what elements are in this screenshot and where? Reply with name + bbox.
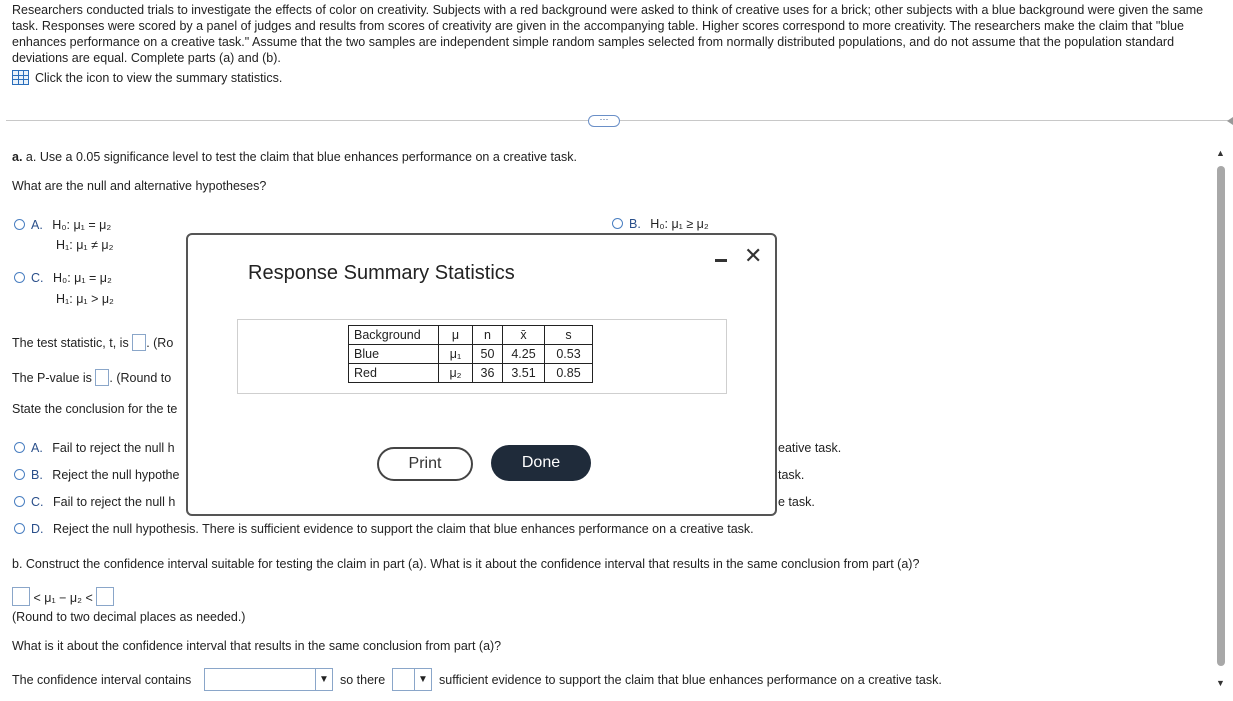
scroll-up-icon[interactable]: ▲ (1216, 148, 1225, 158)
table-cell: μ₁ (439, 345, 473, 364)
ci-sentence-mid: so there (340, 673, 386, 687)
scroll-left-icon[interactable] (1227, 117, 1233, 125)
problem-statement: Researchers conducted trials to investigate the effects of color on creativity. Subjects with a red background were asked to think of creative uses for a brick; other subjects with a blue background were given the same task. Responses were scored by a panel of judges and results from scores of creativity are given in the accompanying table. Higher scores correspond to more creativity. The researchers make the claim that "blue enhances performance on a creative task." Assume that the two samples are independent simple random samples selected from normally distributed populations, and do not assume that the population standard deviations are equal. Complete parts (a) and (b). (12, 3, 1204, 65)
hypotheses-question: What are the null and alternative hypotheses? (12, 179, 267, 193)
ci-sentence-end: sufficient evidence to support the claim that blue enhances performance on a creative task. (439, 673, 942, 687)
conclusion-prompt: State the conclusion for the te (12, 402, 178, 416)
test-statistic-input[interactable] (132, 334, 146, 351)
conclusion-c[interactable]: C. Fail to reject the null h (14, 495, 175, 509)
scroll-down-icon[interactable]: ▼ (1216, 678, 1225, 688)
pvalue-row: The P-value is . (Round to (12, 371, 172, 385)
summary-stats-link[interactable] (12, 70, 282, 85)
dialog-title: Response Summary Statistics (248, 262, 515, 284)
chevron-down-icon[interactable]: ▼ (315, 669, 332, 690)
summary-link-text[interactable]: Click the icon to view the summary statistics. (35, 70, 283, 85)
table-cell: 36 (473, 364, 503, 383)
header-cell: μ (439, 326, 473, 345)
stats-table (348, 325, 593, 383)
option-c-h1: H₁: μ₁ > μ₂ (56, 292, 114, 306)
part-a-prompt: a. a. Use a 0.05 significance level to test the claim that blue enhances performance on a creative task. (12, 150, 577, 164)
option-b-h0: H₀: μ₁ ≥ μ₂ (650, 217, 709, 231)
conclusion-a[interactable]: A. Fail to reject the null h (14, 441, 175, 455)
ci-contains-select[interactable] (204, 668, 333, 691)
option-a-h0: H₀: μ₁ = μ₂ (52, 218, 112, 232)
ci-question: What is it about the confidence interval that results in the same conclusion from part (a)? (12, 639, 502, 653)
scrollbar-thumb[interactable] (1217, 166, 1225, 666)
close-icon[interactable]: ✕ (744, 243, 763, 268)
radio-concl-b[interactable] (14, 469, 25, 480)
radio-a[interactable] (14, 219, 25, 230)
summary-stats-dialog (186, 233, 777, 516)
table-cell: 0.85 (545, 364, 593, 383)
pvalue-input[interactable] (95, 369, 109, 386)
conclusion-b[interactable]: B. Reject the null hypothe (14, 468, 179, 482)
option-a-h1: H₁: μ₁ ≠ μ₂ (56, 238, 114, 252)
done-button[interactable]: Done (491, 445, 591, 481)
print-button[interactable]: Print (377, 447, 473, 481)
round-note: (Round to two decimal places as needed.) (12, 610, 246, 624)
interval-row: < μ₁ − μ₂ < (12, 587, 114, 606)
option-a[interactable]: A. H₀: μ₁ = μ₂ (14, 218, 111, 232)
ci-sentence-start: The confidence interval contains (12, 673, 192, 687)
test-statistic-row: The test statistic, t, is . (Ro (12, 336, 174, 350)
option-b[interactable]: B. H₀: μ₁ ≥ μ₂ (612, 217, 709, 231)
header-cell: x̄ (503, 326, 545, 345)
conclusion-c-tail: e task. (778, 495, 815, 509)
lower-bound-input[interactable] (12, 587, 30, 606)
header-cell: s (545, 326, 593, 345)
radio-concl-a[interactable] (14, 442, 25, 453)
conclusion-d[interactable]: D. Reject the null hypothesis. There is sufficient evidence to support the claim that blue enhances performance on a creative task. (14, 522, 754, 536)
evidence-select[interactable] (392, 668, 432, 691)
conclusion-a-tail: eative task. (778, 441, 842, 455)
radio-c[interactable] (14, 272, 25, 283)
header-cell: n (473, 326, 503, 345)
table-cell: 4.25 (503, 345, 545, 364)
minimize-icon[interactable] (715, 259, 727, 262)
table-row (349, 345, 593, 364)
table-cell: μ₂ (439, 364, 473, 383)
radio-concl-d[interactable] (14, 523, 25, 534)
table-header-row (349, 326, 593, 345)
conclusion-b-tail: task. (778, 468, 805, 482)
table-icon[interactable] (12, 70, 29, 85)
expand-button[interactable]: ··· (588, 115, 620, 127)
table-row (349, 364, 593, 383)
radio-b[interactable] (612, 218, 623, 229)
option-c[interactable]: C. H₀: μ₁ = μ₂ (14, 271, 112, 285)
option-c-h0: H₀: μ₁ = μ₂ (52, 271, 112, 285)
table-cell: Red (349, 364, 439, 383)
table-cell: 50 (473, 345, 503, 364)
table-cell: 3.51 (503, 364, 545, 383)
upper-bound-input[interactable] (96, 587, 114, 606)
stats-table-panel (237, 319, 727, 394)
chevron-down-icon[interactable]: ▼ (414, 669, 431, 690)
radio-concl-c[interactable] (14, 496, 25, 507)
part-b-prompt: b. Construct the confidence interval suitable for testing the claim in part (a). What is it about the confidence interval that results in the same conclusion from part (a)? (12, 557, 920, 571)
table-cell: Blue (349, 345, 439, 364)
header-cell: Background (349, 326, 439, 345)
table-cell: 0.53 (545, 345, 593, 364)
